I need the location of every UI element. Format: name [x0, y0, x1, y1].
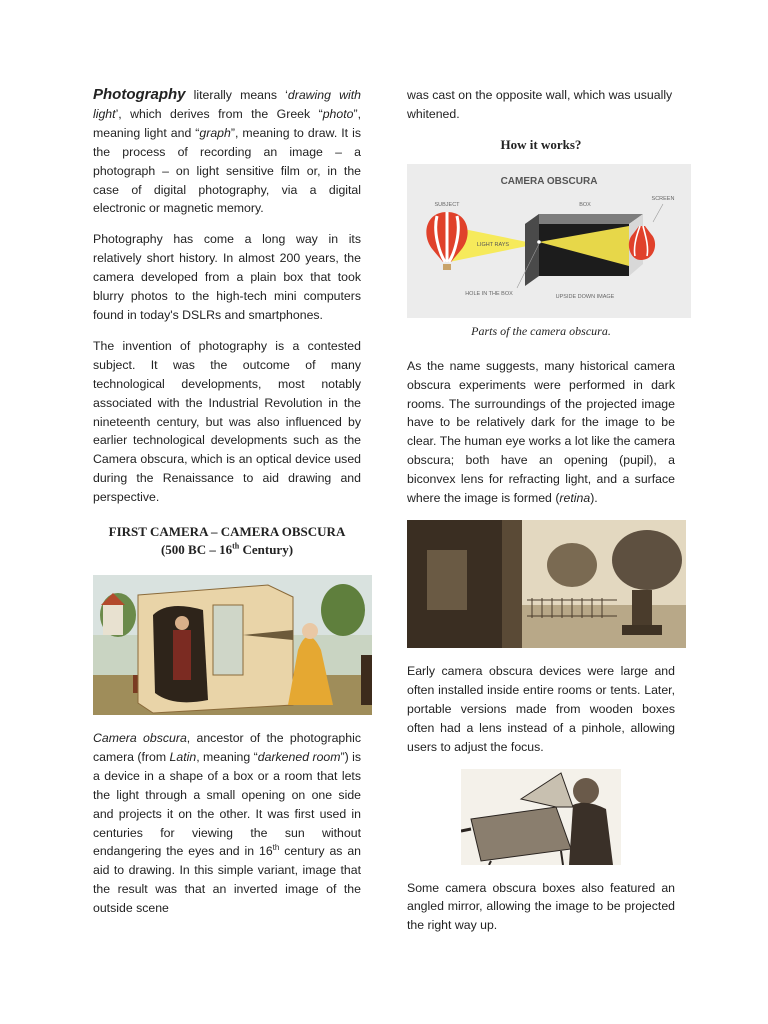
- superscript: th: [232, 541, 240, 551]
- diagram-svg: [407, 164, 691, 318]
- right-column: [407, 86, 675, 947]
- diagram-title: CAMERA OBSCURA: [500, 175, 598, 187]
- mirror-paragraph: Some camera obscura boxes also featured an angled mirror, allowing the image to be projected the right way up.: [407, 880, 675, 933]
- portable-camera-svg: [461, 769, 621, 865]
- camera-obscura-painting: [93, 575, 372, 715]
- how-it-works-heading: How it works?: [500, 136, 582, 152]
- section-subheading: [93, 541, 361, 559]
- early-devices-paragraph: Early camera obscura devices were large and often installed inside entire rooms or tents. Later, portable versions made from wooden boxes often had a lens instead of a pinhole, allowing users to adjust the focus.: [407, 663, 675, 754]
- continued-paragraph: was cast on the opposite wall, which was usually whitened.: [407, 88, 673, 121]
- balloon-subject-icon: [426, 212, 467, 270]
- emphasis: drawing with light: [93, 88, 361, 121]
- box-top: [525, 214, 643, 224]
- label-light-rays: LIGHT RAYS: [476, 241, 510, 248]
- portable-camera-illustration: [461, 769, 621, 865]
- text-run: , meaning “: [196, 749, 258, 764]
- superscript: th: [272, 843, 280, 853]
- engraving-svg: [407, 520, 686, 648]
- box-side: [525, 214, 539, 286]
- label-hole: HOLE IN THE BOX: [465, 290, 513, 297]
- lead-word: Photography: [93, 86, 186, 103]
- text-run: ”, meaning to draw. It is the process of recording an image – a photograph – on light sensitive film or, in the case of digital photography, via a digital electronic or magnetic memory.: [93, 125, 362, 216]
- label-upside-down: UPSIDE DOWN IMAGE: [555, 293, 615, 300]
- pinhole: [537, 240, 541, 244]
- emphasis: Camera obscura: [93, 731, 187, 746]
- label-subject: SUBJECT: [434, 201, 460, 208]
- history-paragraph: Photography has come a long way in its relatively short history. In almost 200 years, the camera developed from a plain box that took blurry photos to the high-tech mini computers found in today's DSLRs and smartphones.: [93, 232, 361, 322]
- human-eye-paragraph: [407, 357, 675, 508]
- emphasis: photo: [322, 106, 354, 121]
- painting-illustration: [93, 575, 372, 715]
- invention-paragraph: The invention of photography is a contested subject. It was the outcome of many technological developments, most notably associated with the Industrial Revolution in the nineteenth century, but was also influenced by earlier technological developments such as the Camera obscura, which is an optical device used during the Renaissance to aid drawing and perspective.: [93, 338, 361, 505]
- intro-paragraph: [93, 86, 361, 218]
- text-run: literally means ‘: [185, 88, 288, 102]
- subheading-text: Century): [239, 542, 294, 558]
- emphasis: Latin: [169, 749, 197, 764]
- text-run: As the name suggests, many historical camera obscura experiments were performed in dark rooms. The surroundings of the projected image have to be relatively dark for the image to be clear. The human eye works a lot like the camera obscura; both have an opening (pupil), a biconvex lens for refracting light, and a surface where the image is formed (: [407, 358, 675, 506]
- engraving-room-illustration: [407, 520, 686, 648]
- text-run: century as an aid to drawing. In this simple variant, image that the result was that an inverted image of the outside scene: [93, 844, 362, 916]
- camera-obscura-paragraph: [93, 729, 361, 918]
- section-heading: FIRST CAMERA – CAMERA OBSCURA: [108, 524, 346, 540]
- text-run: ”) is a device in a shape of a box or a room that lets the light through a small opening on one side and projects it on the other. It was first used in centuries for viewing the sun without endangering the eyes and in 16: [93, 749, 361, 859]
- emphasis: graph: [199, 125, 231, 140]
- subheading-text: (500 BC – 16: [160, 542, 233, 558]
- camera-obscura-diagram: [407, 164, 691, 318]
- diagram-caption: Parts of the camera obscura.: [471, 323, 611, 338]
- screen-pointer: [653, 204, 663, 222]
- text-run: ’, which derives from the Greek “: [115, 106, 323, 121]
- label-box: BOX: [579, 201, 591, 208]
- emphasis: retina: [559, 491, 591, 506]
- left-column: [93, 86, 361, 930]
- text-run: , ancestor of the photographic camera (from: [93, 731, 361, 764]
- text-run: ).: [590, 491, 598, 506]
- emphasis: darkened room: [257, 749, 341, 764]
- text-run: ”, meaning light and “: [93, 106, 361, 140]
- label-screen: SCREEN: [651, 195, 675, 202]
